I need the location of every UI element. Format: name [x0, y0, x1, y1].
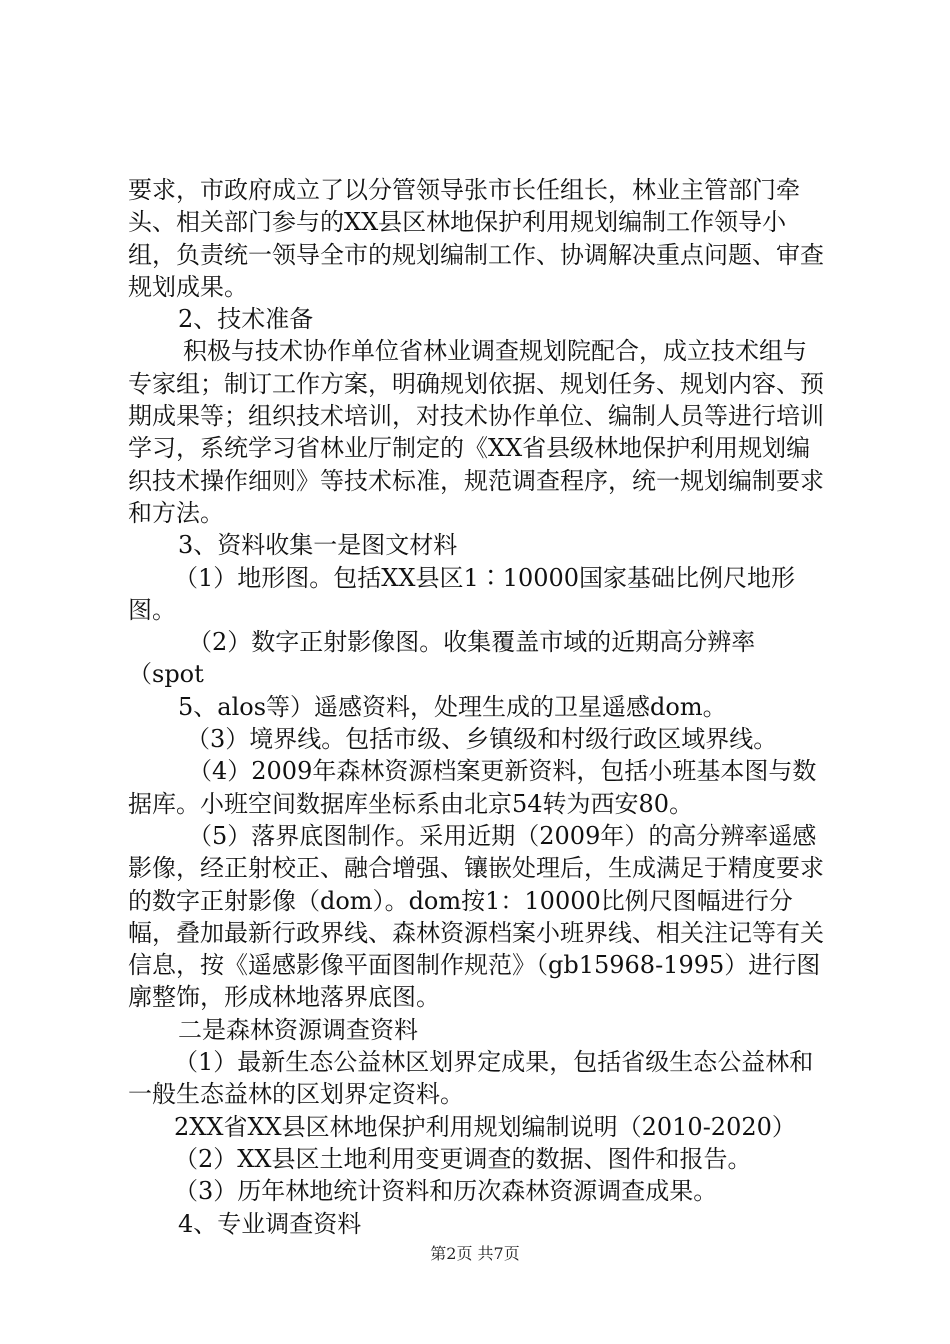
- item-ecological-forest: （1）最新生态公益林区划界定成果，包括省级生态公益林和一般生态益林的区划界定资料。: [128, 1048, 814, 1109]
- paragraph-technical-preparation: 积极与技术协作单位省林业调查规划院配合，成立技术组与专家组；制订工作方案，明确规划依据、规划任务、规划内容、预期成果等；组织技术培训，对技术协作单位、编制人员等进行培训学习，系统学习省林业厅制定的《XX省县级林地保护利用规划编织技术操作细则》等技术标准，规范调查程序，统一规划编制要求和方法。: [128, 337, 824, 527]
- heading-data-collection: 3、资料收集一是图文材料: [178, 531, 458, 560]
- item-topographic-map: （1）地形图。包括XX县区1∶10000国家基础比例尺地形图。: [128, 563, 796, 624]
- item-forest-archive: （4）2009年森林资源档案更新资料，包括小班基本图与数据库。小班空间数据库坐标系由北京54转为西安80。: [128, 757, 817, 818]
- heading-forest-survey: 二是森林资源调查资料: [178, 1015, 418, 1044]
- item-forest-statistics: （3）历年林地统计资料和历次森林资源调查成果。: [174, 1177, 718, 1206]
- item-land-use-survey: （2）XX县区土地利用变更调查的数据、图件和报告。: [174, 1144, 752, 1173]
- item-base-map: （5）落界底图制作。采用近期（2009年）的高分辨率遥感影像，经正射校正、融合增强、镶嵌处理后，生成满足于精度要求的数字正射影像（dom）。dom按1：10000比例尺图幅进行分幅，叠加最新行政界线、森林资源档案小班界线、相关注记等有关信息，按《遥感影像平面图制作规范》（gb15968-1995）进行图廓整饰，形成林地落界底图。: [128, 821, 824, 1012]
- item-orthophoto: （2）数字正射影像图。收集覆盖市域的近期高分辨率（spot: [128, 628, 756, 689]
- item-orthophoto-continued: 5、alos等）遥感资料，处理生成的卫星遥感dom。: [178, 692, 727, 721]
- item-boundary-lines: （3）境界线。包括市级、乡镇级和村级行政区域界线。: [186, 725, 778, 754]
- document-running-title: 2XX省XX县区林地保护利用规划编制说明（2010-2020）: [174, 1112, 796, 1141]
- heading-professional-survey: 4、专业调查资料: [178, 1209, 362, 1238]
- page-number-footer: 第2页 共7页: [430, 1244, 520, 1263]
- paragraph-leading-group: 要求，市政府成立了以分管领导张市长任组长，林业主管部门牵头、相关部门参与的XX县区林地保护利用规划编制工作领导小组，负责统一领导全市的规划编制工作、协调解决重点问题、审查规划成果。: [128, 176, 824, 301]
- heading-technical-preparation: 2、技术准备: [178, 305, 314, 334]
- document-body: [128, 174, 828, 1240]
